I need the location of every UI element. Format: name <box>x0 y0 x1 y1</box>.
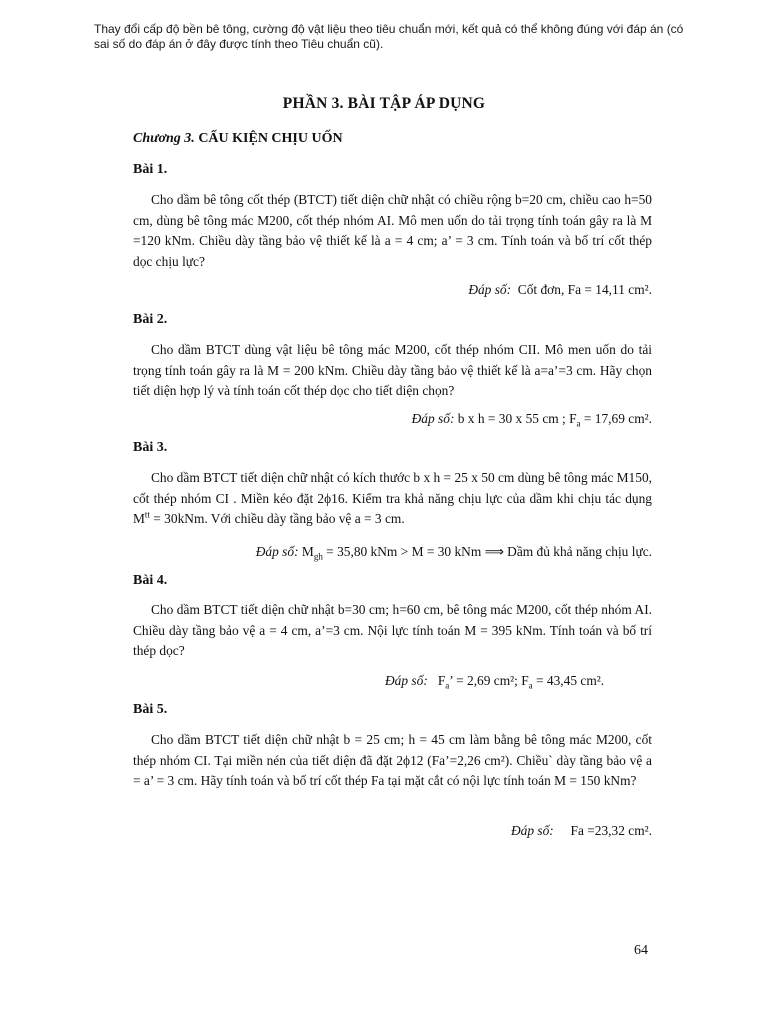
answer-value: M <box>301 544 314 559</box>
exercise-4-title: Bài 4. <box>133 573 168 588</box>
answer-value: Cốt đơn, Fa = 14,11 cm². <box>517 282 652 297</box>
exercise-5-text: Cho dầm BTCT tiết diện chữ nhật b = 25 cm; h = 45 cm làm bằng bê tông mác M200, cốt thép nhóm CI. Tại miền nén của tiết diện đã đặt 2ϕ12 (Fa’=2,26 cm²). Chiều` dày tầng bảo vệ a = a’ = 3 cm. Hãy tính toán và bố trí cốt thép Fa tại mặt cắt có nội lực tính toán M = 150 kNm? <box>133 732 652 788</box>
exercise-1-text: Cho dầm bê tông cốt thép (BTCT) tiết diện chữ nhật có chiều rộng b=20 cm, chiều cao h=50 cm, dùng bê tông mác M200, cốt thép nhóm AI. Mô men uốn do tải trọng tính toán gây ra là M =120 kNm. Chiều dày tầng bảo vệ thiết kế là a = 4 cm; a’ = 3 cm. Tính toán và bố trí cốt thép dọc chịu lực? <box>133 192 652 269</box>
revision-note: Thay đổi cấp độ bền bê tông, cường độ vật liệu theo tiêu chuẩn mới, kết quả có thể không đúng với đáp án (có sai số do đáp án ở đây được tính theo Tiêu chuẩn cũ). <box>94 22 684 51</box>
answer-subscript: a <box>528 680 533 691</box>
exercise-5-answer <box>511 823 652 839</box>
answer-label: Đáp số: <box>255 544 299 559</box>
exercise-2-title: Bài 2. <box>133 312 168 327</box>
exercise-4-text: Cho dầm BTCT tiết diện chữ nhật b=30 cm; h=60 cm, bê tông mác M200, cốt thép nhóm AI. Chiều dày tầng bảo vệ a = 4 cm, a’=3 cm. Nội lực tính toán M = 395 kNm. Tính toán và bố trí thép dọc? <box>133 602 652 658</box>
exercise-3-title: Bài 3. <box>133 440 168 455</box>
answer-value: Fa =23,32 cm². <box>570 823 652 838</box>
part-title: PHẦN 3. BÀI TẬP ÁP DỤNG <box>282 95 486 112</box>
answer-value: F <box>437 673 446 688</box>
answer-subscript: a <box>445 680 450 691</box>
exercise-3-text-b: = 30kNm. Với chiều dày tầng bảo vệ a = 3 cm. <box>149 511 405 526</box>
answer-label: Đáp số: <box>385 673 428 688</box>
answer-label: Đáp số: <box>510 823 554 838</box>
exercise-2-answer <box>412 411 652 427</box>
answer-value: b x h = 30 x 55 cm ; F <box>457 411 577 426</box>
answer-label: Đáp số: <box>411 411 455 426</box>
answer-value-end: = 17,69 cm². <box>580 411 652 426</box>
exercise-3-text-a: Cho dầm BTCT tiết diện chữ nhật có kích thước b x h = 25 x 50 cm dùng bê tông mác M150, cốt thép nhóm CI . Miền kéo đặt 2ϕ16. Kiểm tra khả năng chịu lực của dầm khi chịu tác dụng M <box>133 470 652 526</box>
answer-label: Đáp số: <box>468 282 512 297</box>
exercise-2-text: Cho dầm BTCT dùng vật liệu bê tông mác M200, cốt thép nhóm CII. Mô men uốn do tải trọng tính toán gây ra là M = 200 kNm. Chiều dày tầng bảo vệ thiết kế là a=a’=3 cm. Hãy chọn tiết diện hợp lý và tính toán cốt thép dọc cho tiết diện chọn? <box>133 342 652 398</box>
exercise-1-title: Bài 1. <box>133 162 168 177</box>
answer-value-mid: ’ = 2,69 cm²; F <box>449 673 529 688</box>
answer-subscript: a <box>576 418 581 429</box>
chapter-label: Chương 3. <box>133 131 195 146</box>
exercise-3-text <box>133 468 652 530</box>
chapter-heading <box>133 131 343 147</box>
exercise-3-answer <box>256 544 652 560</box>
chapter-name: CẤU KIỆN CHỊU UỐN <box>198 131 343 146</box>
answer-value-end: = 35,80 kNm > M = 30 kNm ⟹ Dầm đủ khả năng chịu lực. <box>322 544 652 559</box>
exercise-5-title: Bài 5. <box>133 702 168 717</box>
exercise-1-answer <box>468 282 652 298</box>
exercise-3-text-sup: tt <box>144 509 150 520</box>
answer-value-end: = 43,45 cm². <box>532 673 605 688</box>
exercise-4-answer <box>385 673 604 689</box>
page-number: 64 <box>634 943 648 958</box>
answer-subscript: gh <box>313 551 323 562</box>
